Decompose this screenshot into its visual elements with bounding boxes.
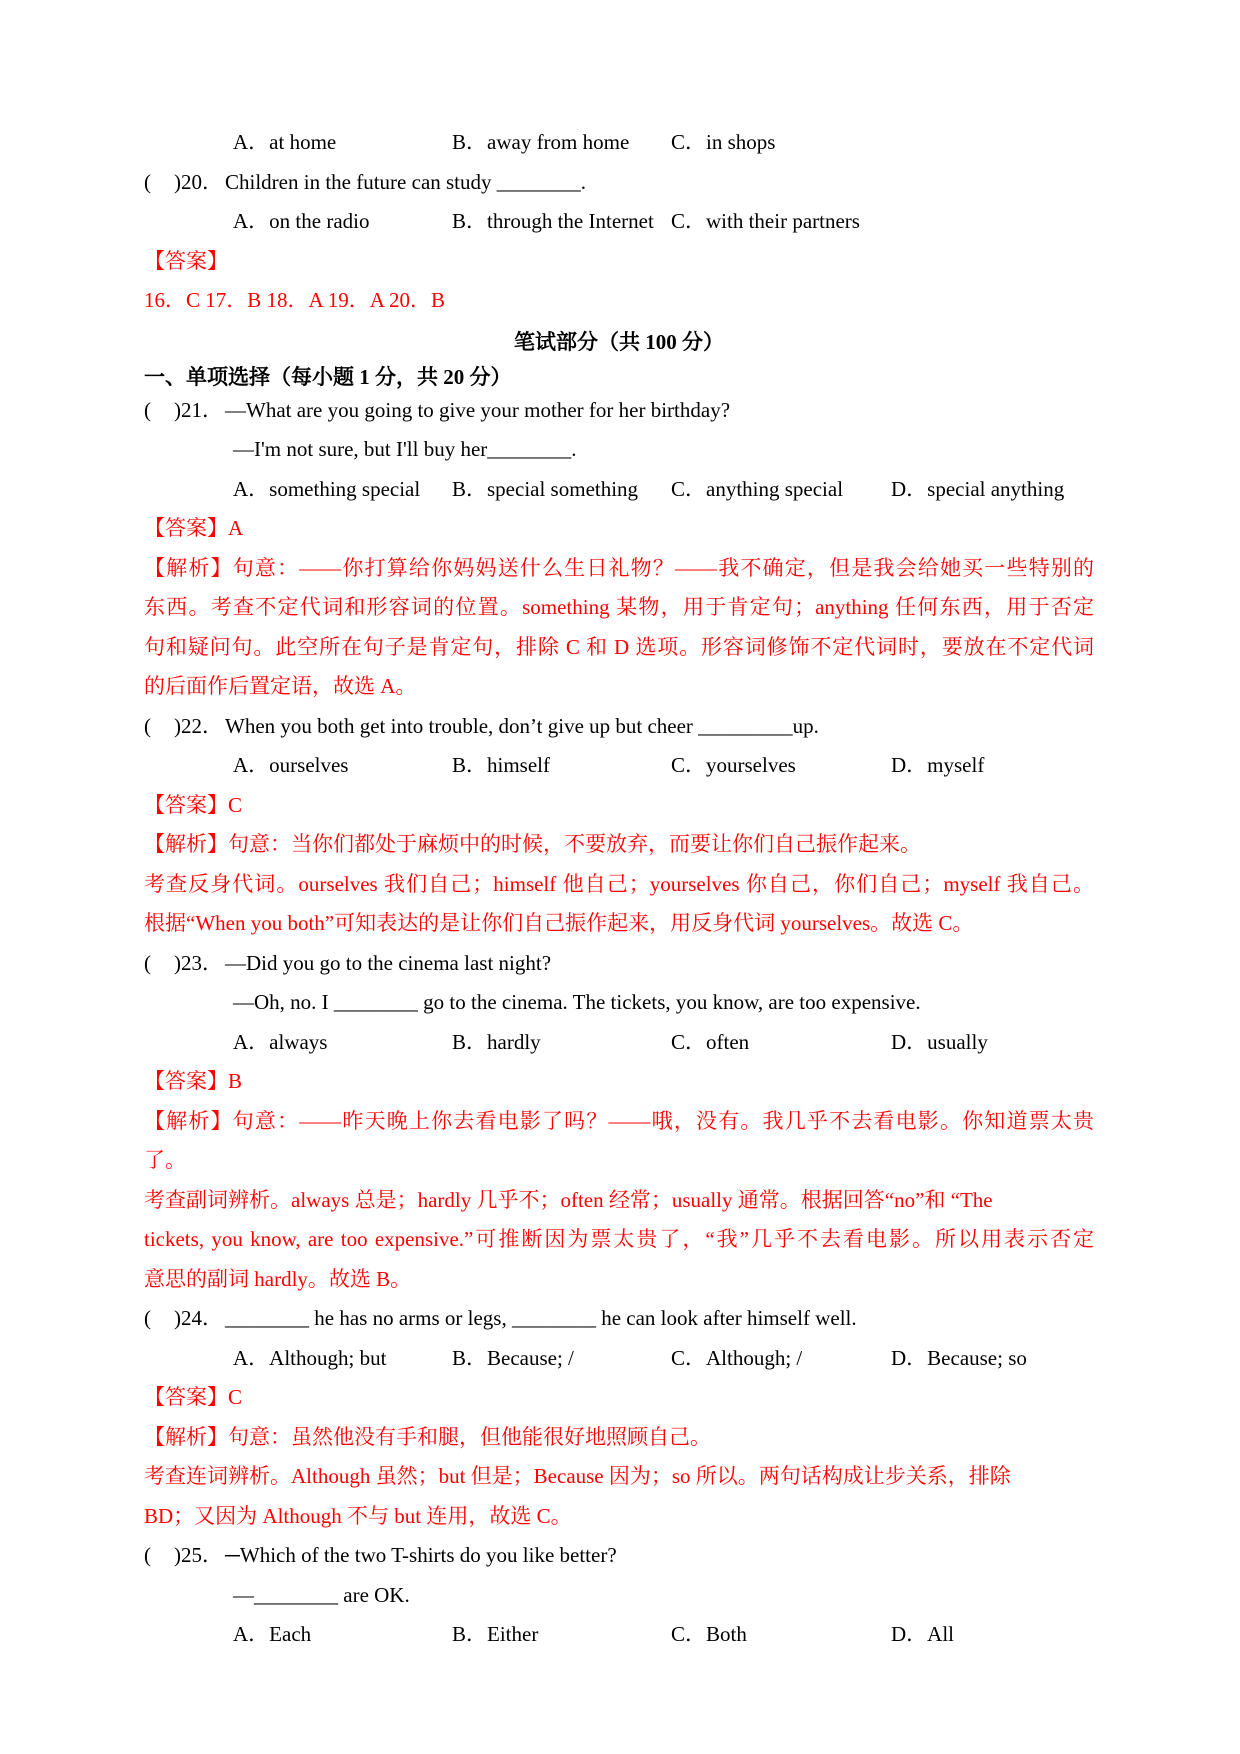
answer-bracket: ( [144,713,151,738]
q21-explanation-line [144,588,1094,628]
question-number: )25． [174,1543,223,1567]
option-d: D．All [891,1622,954,1646]
explanation-text: 意思的副词 hardly。故选 B。 [144,1266,412,1291]
option-d: D．usually [891,1029,988,1054]
dialogue-reply: —________ are OK. [233,1582,410,1607]
option-a: A．ourselves [233,753,349,777]
option-d: D．special anything [891,476,1065,501]
answer-key [144,281,1094,321]
option-d: D．myself [891,753,985,777]
q24-explanation-line [144,1497,1094,1537]
question-number: )23． [174,950,223,975]
explanation-text: 东西。考查不定代词和形容词的位置。something 某物，用于肯定句；anything 任何东西，用于否定 [144,595,1094,619]
question-number: )21． [174,397,223,422]
q24-question-row [144,1299,1094,1339]
q19-options-row [144,123,1094,163]
q23-answer [144,1062,1094,1102]
explanation-text: 了。 [144,1148,186,1172]
answer-label [144,242,1094,282]
q22-explanation-line [144,825,1094,865]
option-b: B．away from home [452,130,630,154]
explanation-text: 考查连词辨析。Although 虽然；but 但是；Because 因为；so 所以。两句话构成让步关系，排除 [144,1464,1011,1488]
q23-explanation-line [144,1260,1094,1300]
exam-page [144,123,1094,1655]
explanation-text: 考查副词辨析。always 总是；hardly 几乎不；often 经常；usually 通常。根据回答“no”和 “The [144,1187,993,1212]
q22-explanation-line [144,865,1094,905]
question-stem: Children in the future can study ________. [225,169,587,194]
question-number: )24． [174,1306,223,1330]
option-c: C．Although; / [671,1345,803,1370]
option-a: A．on the radio [233,209,370,233]
question-stem: —Did you go to the cinema last night? [225,950,552,975]
q23-reply [144,983,1094,1023]
answer-label-text: 【答案】 [144,248,228,273]
written-part-title: 笔试部分（共 100 分） [514,329,724,354]
option-b: B．Either [452,1622,539,1646]
q24-answer [144,1378,1094,1418]
answer-bracket: ( [144,397,151,422]
q23-explanation-line [144,1102,1094,1142]
option-c: C．with their partners [671,209,860,233]
q22-explanation-line [144,904,1094,944]
explanation-text: 的后面作后置定语，故选 A。 [144,674,417,698]
explanation-text: 【解析】句意：——你打算给你妈妈送什么生日礼物？——我不确定，但是我会给她买一些特别的 [144,555,1094,580]
q21-explanation-line [144,628,1094,668]
option-a: A．something special [233,476,421,501]
q24-explanation-line [144,1418,1094,1458]
written-part-heading [144,321,1094,364]
option-c: C．Both [671,1622,747,1646]
q22-question-row [144,707,1094,747]
answer-bracket: ( [144,950,151,975]
question-stem: When you both get into trouble, don’t give up but cheer _________up. [225,713,819,738]
option-b: B．Because; / [452,1345,574,1370]
explanation-text: BD；又因为 Although 不与 but 连用，故选 C。 [144,1503,572,1528]
q24-options-row [144,1339,1094,1379]
q21-explanation-line [144,549,1094,589]
option-a: A．Each [233,1622,312,1646]
q21-explanation-line [144,667,1094,707]
explanation-text: 根据“When you both”可知表达的是让你们自己振作起来，用反身代词 yourselves。故选 C。 [144,911,974,935]
q21-options-row [144,470,1094,510]
q23-explanation-line [144,1141,1094,1181]
q23-explanation-line [144,1181,1094,1221]
question-number: )20． [174,169,223,194]
explanation-text: tickets, you know, are too expensive.”可推断因为票太贵了，“我”几乎不去看电影。所以用表示否定 [144,1227,1094,1251]
question-number: )22． [174,713,223,738]
option-b: B．through the Internet [452,209,654,233]
section-heading [144,364,1094,391]
option-b: B．himself [452,753,550,777]
q21-answer [144,509,1094,549]
answer-text: 【答案】C [144,1385,243,1409]
answer-text: 【答案】C [144,792,243,817]
option-c: C．often [671,1029,750,1054]
q20-options-row [144,202,1094,242]
answer-bracket: ( [144,1543,151,1567]
q25-reply [144,1576,1094,1616]
option-a: A．Although; but [233,1345,387,1370]
section-title: 一、单项选择（每小题 1 分，共 20 分） [144,364,512,389]
explanation-text: 句和疑问句。此空所在句子是肯定句，排除 C 和 D 选项。形容词修饰不定代词时，要放在不定代词 [144,634,1094,659]
q23-options-row [144,1023,1094,1063]
answer-text: 【答案】B [144,1069,243,1093]
option-d: D．Because; so [891,1345,1027,1370]
dialogue-reply: —I'm not sure, but I'll buy her________. [233,437,577,461]
question-stem: ________ he has no arms or legs, ________ he can look after himself well. [225,1306,857,1330]
answer-bracket: ( [144,1306,151,1330]
answer-text: 【答案】A [144,516,244,540]
explanation-text: 【解析】句意：虽然他没有手和腿，但他能很好地照顾自己。 [144,1424,711,1449]
q21-reply [144,430,1094,470]
q21-question-row [144,391,1094,431]
dialogue-reply: —Oh, no. I ________ go to the cinema. The tickets, you know, are too expensive. [233,990,921,1014]
option-a: A．always [233,1029,328,1054]
q20-question-row [144,163,1094,203]
q25-options-row [144,1615,1094,1655]
q22-options-row [144,746,1094,786]
question-stem: ─Which of the two T-shirts do you like better? [225,1543,617,1567]
answer-bracket: ( [144,169,151,194]
option-b: B．hardly [452,1029,541,1054]
q23-question-row [144,944,1094,984]
q23-explanation-line [144,1220,1094,1260]
option-c: C．yourselves [671,753,796,777]
question-stem: —What are you going to give your mother for her birthday? [225,397,731,422]
option-c: C．anything special [671,476,844,501]
answer-key-text: 16．C 17．B 18．A 19．A 20．B [144,288,446,312]
option-b: B．special something [452,476,639,501]
explanation-text: 【解析】句意：当你们都处于麻烦中的时候，不要放弃，而要让你们自己振作起来。 [144,832,921,856]
explanation-text: 考查反身代词。ourselves 我们自己；himself 他自己；yourselves 你自己，你们自己；myself 我自己。 [144,871,1094,896]
q22-answer [144,786,1094,826]
option-c: C．in shops [671,130,776,154]
option-a: A．at home [233,130,337,154]
q24-explanation-line [144,1457,1094,1497]
q25-question-row [144,1536,1094,1576]
explanation-text: 【解析】句意：——昨天晚上你去看电影了吗？——哦，没有。我几乎不去看电影。你知道票太贵 [144,1108,1094,1133]
